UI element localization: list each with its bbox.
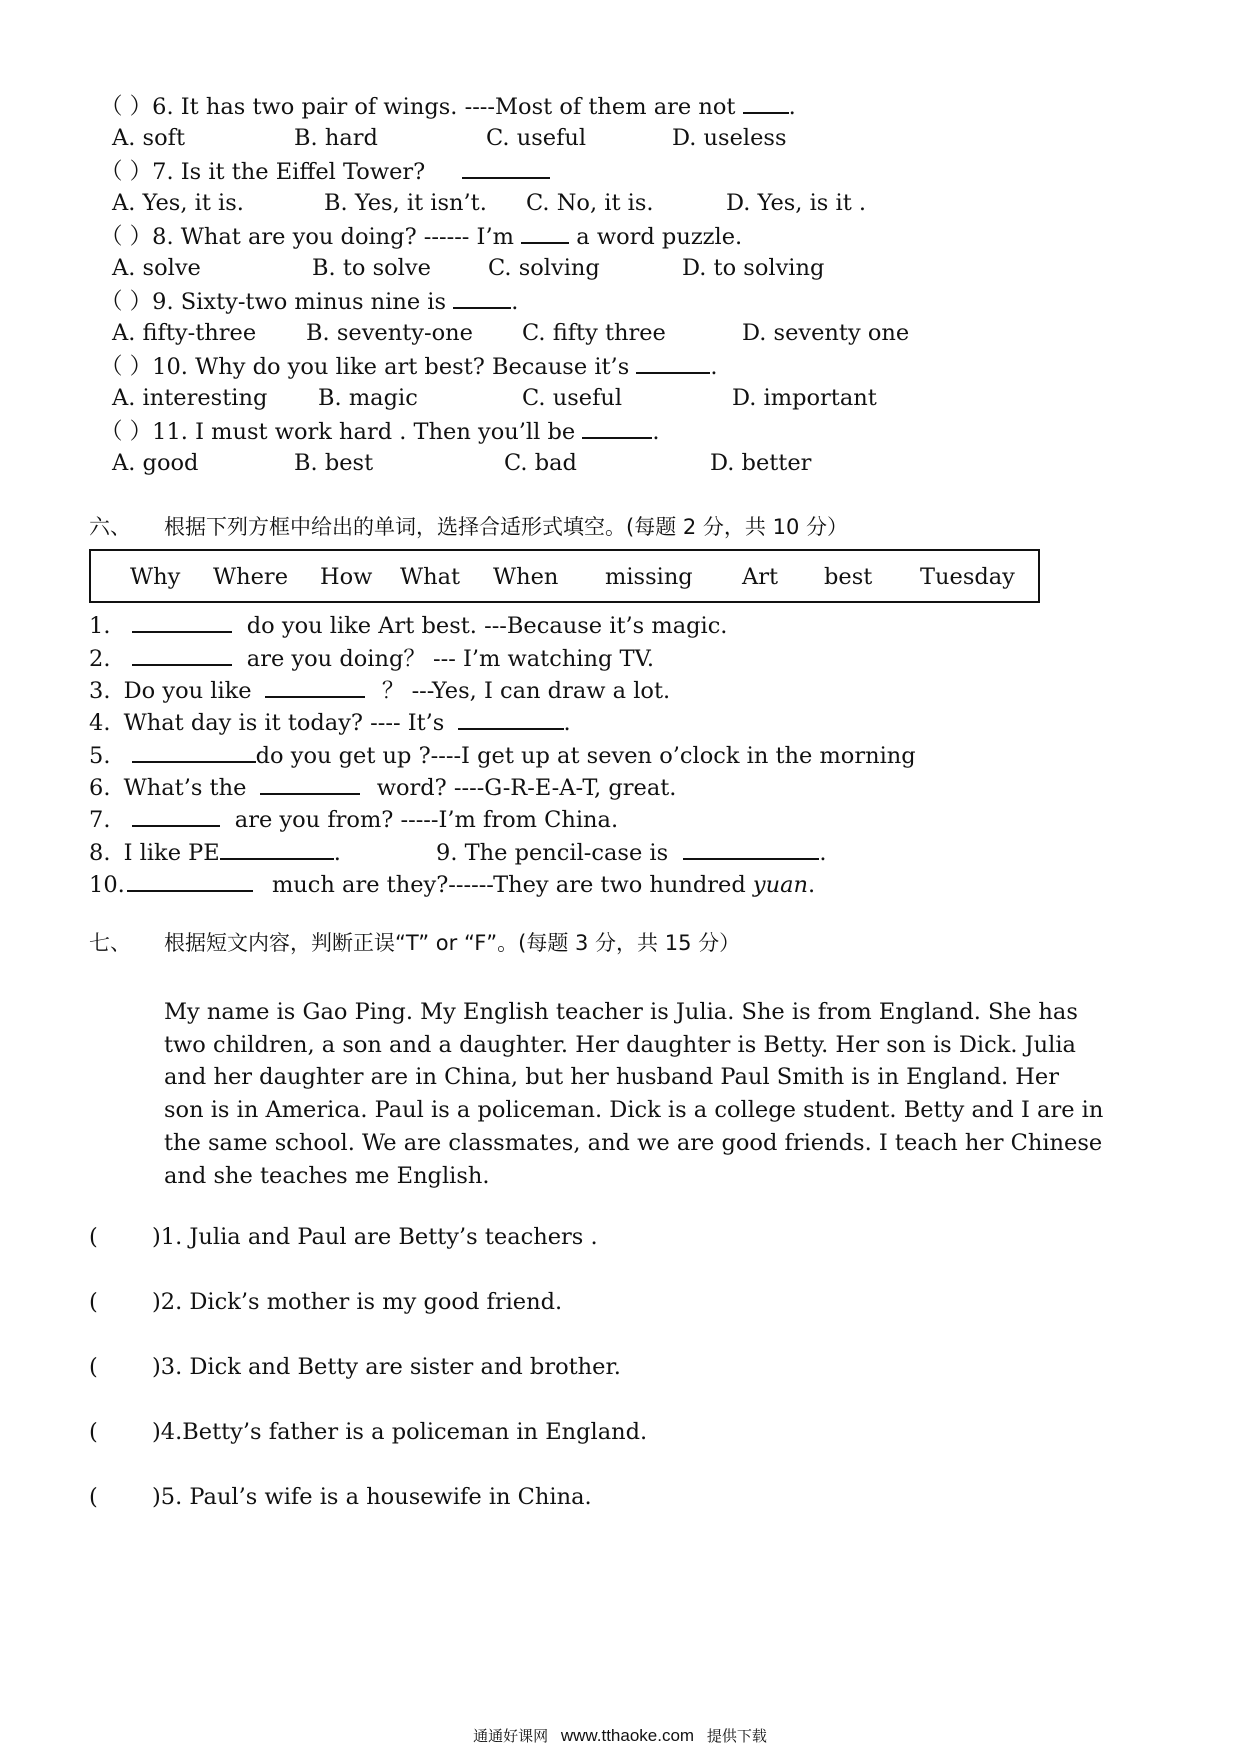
- answer-blank[interactable]: [132, 739, 256, 763]
- section-6-number: 六、: [89, 515, 131, 539]
- answer-blank[interactable]: [458, 706, 564, 730]
- fill-item-7: 7. are you from? -----I’m from China.: [89, 803, 618, 835]
- word-bank-item: How: [320, 564, 373, 590]
- option-c: C. fifty three: [522, 320, 666, 346]
- option-b: B. seventy-one: [306, 320, 473, 346]
- section-6-title: 根据下列方框中给出的单词，选择合适形式填空。(每题 2 分，共 10 分）: [164, 515, 848, 539]
- answer-blank[interactable]: [462, 155, 550, 179]
- word-bank-item: Why: [130, 564, 181, 590]
- word-bank-item: When: [493, 564, 559, 590]
- fill-item-2: 2. are you doing？ --- I’m watching TV.: [89, 642, 654, 674]
- option-b: B. best: [294, 450, 374, 476]
- fill-item-4: 4. What day is it today? ---- It’s .: [89, 706, 571, 738]
- option-c: C. No, it is.: [526, 190, 654, 216]
- question-6-stem: （ ）6. It has two pair of wings. ----Most of them are not: [100, 94, 736, 120]
- word-bank-item: What: [400, 564, 461, 590]
- answer-blank[interactable]: [453, 285, 511, 309]
- passage-line: and she teaches me English.: [164, 1162, 490, 1189]
- tf-item-3: )3. Dick and Betty are sister and brother.: [152, 1354, 621, 1380]
- passage-line: My name is Gao Ping. My English teacher is Julia. She is from England. She has: [164, 999, 1078, 1025]
- passage-line: son is in America. Paul is a policeman. Dick is a college student. Betty and I are in: [164, 1097, 1104, 1124]
- page-footer: [0, 1726, 1240, 1746]
- fill-item-5: 5. do you get up ?----I get up at seven o’clock in the morning: [89, 739, 916, 771]
- option-d: D. to solving: [682, 255, 825, 281]
- tf-item-1: )1. Julia and Paul are Betty’s teachers .: [152, 1224, 598, 1250]
- tf-item-5: )5. Paul’s wife is a housewife in China.: [152, 1484, 592, 1510]
- tf-answer-bracket[interactable]: (: [89, 1224, 98, 1250]
- section-7-number: 七、: [89, 931, 131, 955]
- option-c: C. useful: [486, 125, 587, 151]
- option-a: A. Yes, it is.: [112, 190, 244, 216]
- tf-item-4: )4.Betty’s father is a policeman in England.: [152, 1419, 648, 1445]
- fill-item-8: 8. I like PE .: [89, 836, 341, 868]
- fill-item-6: 6. What’s the word? ----G-R-E-A-T, great.: [89, 771, 676, 803]
- option-a: A. interesting: [112, 385, 268, 411]
- footer-download-note: 提供下载: [706, 1727, 767, 1745]
- option-d: D. Yes, is it .: [726, 190, 867, 216]
- answer-blank[interactable]: [260, 771, 360, 795]
- answer-blank[interactable]: [132, 609, 232, 633]
- tf-answer-bracket[interactable]: (: [89, 1354, 98, 1380]
- option-b: B. Yes, it isn’t.: [324, 190, 487, 216]
- tf-answer-bracket[interactable]: (: [89, 1484, 98, 1510]
- option-c: C. bad: [504, 450, 577, 476]
- option-c: C. solving: [488, 255, 600, 281]
- option-a: A. good: [112, 450, 199, 476]
- word-bank-item: Art: [742, 564, 779, 590]
- passage-line: and her daughter are in China, but her husband Paul Smith is in England. Her: [164, 1064, 1059, 1091]
- passage-line: the same school. We are classmates, and we are good friends. I teach her Chinese: [164, 1129, 1103, 1156]
- question-11: （ ）11. I must work hard . Then you’ll be .: [100, 415, 660, 447]
- question-7-stem: （ ）7. Is it the Eiffel Tower?: [100, 159, 426, 185]
- fill-item-9: 9. The pencil-case is .: [436, 836, 826, 868]
- answer-blank[interactable]: [127, 868, 253, 892]
- option-d: D. important: [732, 385, 877, 411]
- word-bank-item: Tuesday: [920, 564, 1015, 590]
- option-b: B. to solve: [312, 255, 431, 281]
- option-a: A. solve: [112, 255, 201, 281]
- footer-site-name: 通通好课网: [473, 1727, 549, 1745]
- question-9-stem: （ ）9. Sixty-two minus nine is: [100, 289, 447, 315]
- question-7: [100, 155, 550, 187]
- answer-blank[interactable]: [132, 642, 232, 666]
- section-7-title: 根据短文内容，判断正误“T” or “F”。(每题 3 分，共 15 分）: [164, 931, 741, 955]
- question-9: （ ）9. Sixty-two minus nine is .: [100, 285, 518, 317]
- fill-item-1: 1. do you like Art best. ---Because it’s magic.: [89, 609, 727, 641]
- question-6: （ ）6. It has two pair of wings. ----Most of them are not .: [100, 90, 796, 122]
- option-d: D. seventy one: [742, 320, 910, 346]
- footer-url[interactable]: www.tthaoke.com: [560, 1726, 695, 1745]
- answer-blank[interactable]: [582, 415, 652, 439]
- option-d: D. useless: [672, 125, 787, 151]
- question-10: （ ）10. Why do you like art best? Because it’s .: [100, 350, 718, 382]
- fill-item-3: 3. Do you like ？ ---Yes, I can draw a lot.: [89, 674, 670, 706]
- option-a: A. soft: [112, 125, 186, 151]
- tf-item-2: )2. Dick’s mother is my good friend.: [152, 1289, 563, 1315]
- word-bank-item: missing: [605, 564, 693, 590]
- answer-blank[interactable]: [220, 836, 334, 860]
- fill-item-10: 10. much are they?------They are two hundred yuan.: [89, 868, 815, 900]
- option-b: B. magic: [318, 385, 418, 411]
- question-8-stem: （ ）8. What are you doing? ------ I’m: [100, 224, 514, 250]
- tf-answer-bracket[interactable]: (: [89, 1289, 98, 1315]
- question-8: （ ）8. What are you doing? ------ I’m a word puzzle.: [100, 220, 742, 252]
- answer-blank[interactable]: [132, 803, 220, 827]
- reading-passage: [164, 996, 1164, 1192]
- word-bank-box: [89, 549, 1040, 603]
- word-bank-item: Where: [213, 564, 289, 590]
- answer-blank[interactable]: [683, 836, 819, 860]
- answer-blank[interactable]: [636, 350, 710, 374]
- word-bank-item: best: [824, 564, 873, 590]
- answer-blank[interactable]: [743, 90, 789, 114]
- answer-blank[interactable]: [521, 220, 569, 244]
- question-11-stem: （ ）11. I must work hard . Then you’ll be: [100, 419, 576, 445]
- question-10-stem: （ ）10. Why do you like art best? Because it’s: [100, 354, 630, 380]
- tf-answer-bracket[interactable]: (: [89, 1419, 98, 1445]
- option-c: C. useful: [522, 385, 623, 411]
- option-a: A. fifty-three: [112, 320, 257, 346]
- option-d: D. better: [710, 450, 812, 476]
- option-b: B. hard: [294, 125, 378, 151]
- answer-blank[interactable]: [265, 674, 365, 698]
- passage-line: two children, a son and a daughter. Her daughter is Betty. Her son is Dick. Julia: [164, 1031, 1076, 1058]
